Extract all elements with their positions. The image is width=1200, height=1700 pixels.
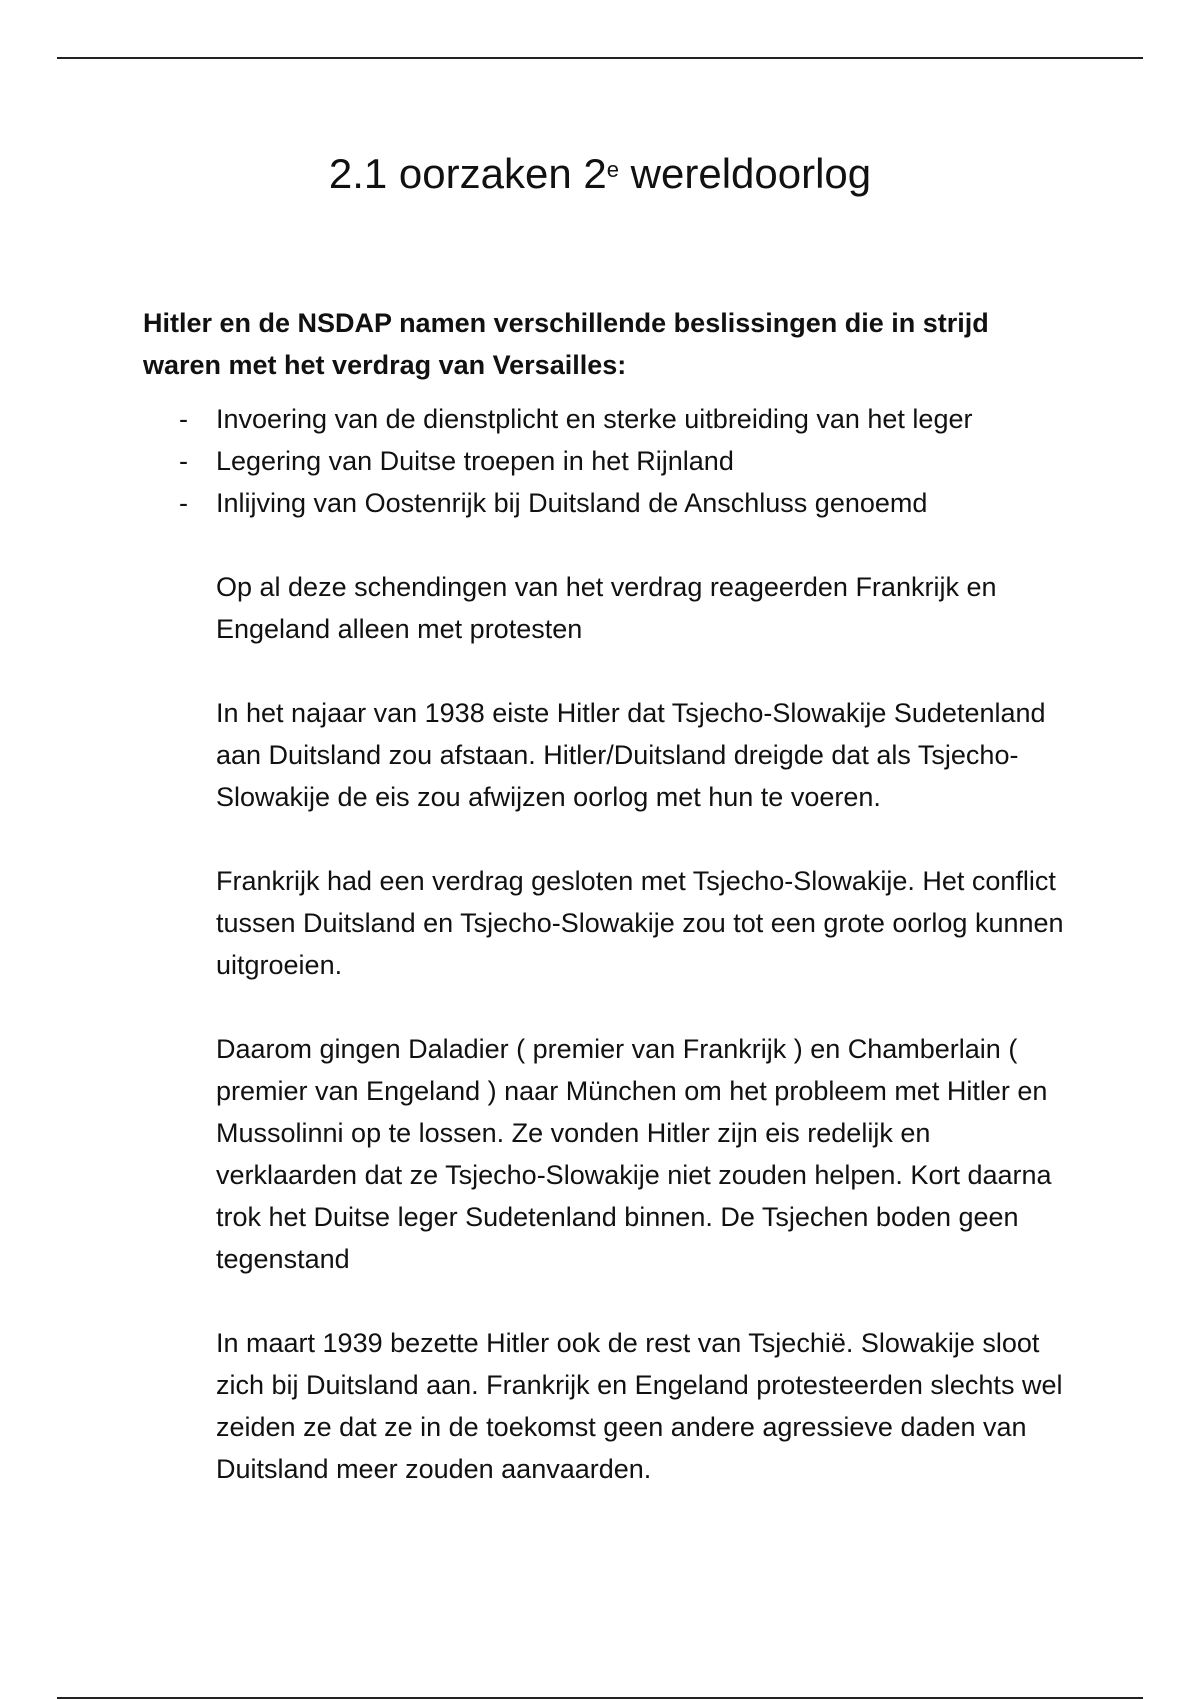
header-rule [57,57,1143,59]
bullet-item [143,482,1073,524]
page-title [0,148,1200,200]
bullet-text: Inlijving van Oostenrijk bij Duitsland de Anschluss genoemd [216,488,928,518]
bullet-text: Legering van Duitse troepen in het Rijnland [216,446,734,476]
bullet-marker: - [179,404,188,434]
bullet-item [143,440,1073,482]
body-paragraph: Daarom gingen Daladier ( premier van Frankrijk ) en Chamberlain ( premier van Engeland ) naar München om het probleem met Hitler en Mussolinni op te lossen. Ze vonden Hitler zijn eis redelijk en verklaarden dat ze Tsjecho-Slowakije niet zouden helpen. Kort daarna trok het Duitse leger Sudetenland binnen. De Tsjechen boden geen tegenstand [216,1034,1052,1274]
bullet-item [143,398,1073,440]
bullet-text: Invoering van de dienstplicht en sterke uitbreiding van het leger [216,404,973,434]
body-paragraph: Frankrijk had een verdrag gesloten met Tsjecho-Slowakije. Het conflict tussen Duitsland en Tsjecho-Slowakije zou tot een grote oorlog kunnen uitgroeien. [216,866,1064,980]
intro-paragraph: Hitler en de NSDAP namen verschillende beslissingen die in strijd waren met het verdrag van Versailles: [143,308,989,380]
bullet-marker: - [179,488,188,518]
body-paragraph: In maart 1939 bezette Hitler ook de rest van Tsjechië. Slowakije sloot zich bij Duitsland aan. Frankrijk en Engeland protesteerden slechts wel zeiden ze dat ze in de toekomst geen andere agressieve daden van Duitsland meer zouden aanvaarden. [216,1328,1063,1484]
title-main: 2.1 oorzaken 2 [328,150,607,197]
body-paragraph: In het najaar van 1938 eiste Hitler dat Tsjecho-Slowakije Sudetenland aan Duitsland zou afstaan. Hitler/Duitsland dreigde dat als Tsjecho-Slowakije de eis zou afwijzen oorlog met hun te voeren. [216,698,1046,812]
title-rest: wereldoorlog [618,150,872,197]
document-body [143,302,1073,1490]
footer-rule [57,1697,1143,1699]
bullet-marker: - [179,446,188,476]
title-superscript: e [606,157,619,182]
body-paragraph: Op al deze schendingen van het verdrag reageerden Frankrijk en Engeland alleen met protesten [216,572,997,644]
bullet-list [143,398,1073,524]
